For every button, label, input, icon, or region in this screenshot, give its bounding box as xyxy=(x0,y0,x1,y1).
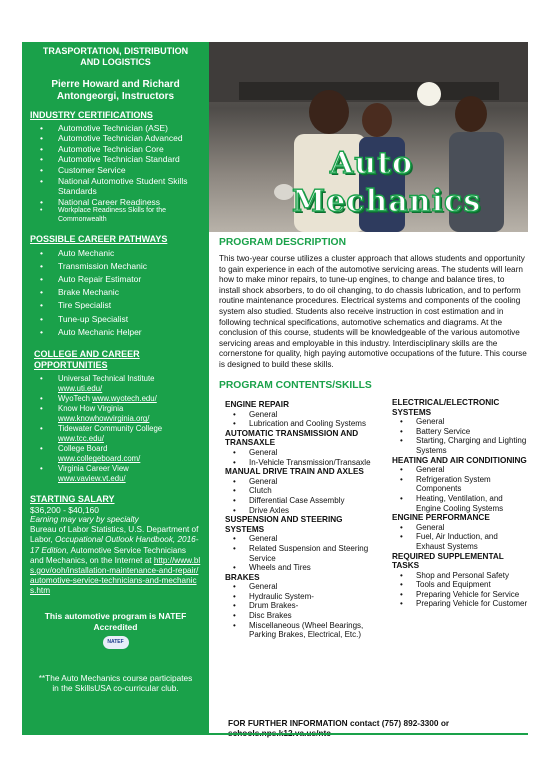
list-item: • Tire Specialist xyxy=(30,299,201,312)
list-item: • Workplace Readiness Skills for the Commonwealth xyxy=(30,207,201,224)
skills-column-right xyxy=(392,398,528,609)
list-item: • Know How Virginia www.knowhowvirginia.org/ xyxy=(30,404,201,424)
section-heading: SUSPENSION AND STEERING SYSTEMS xyxy=(225,515,343,534)
list-item: • Preparing Vehicle for Customer xyxy=(392,599,528,609)
list-item: • Automotive Technician Core xyxy=(30,144,201,155)
salary-source-link[interactable]: http://www.bls.gov/ooh/installation-maintenance-and-repair/automotive-service-technicians-and-mechanics.htm xyxy=(30,555,201,596)
list-item: • National Career Readiness xyxy=(30,197,201,208)
college-link[interactable]: www.collegeboard.com/ xyxy=(58,454,141,464)
college-link[interactable]: www.wyotech.edu/ xyxy=(92,394,157,404)
list-item: • Starting, Charging and Lighting Systems xyxy=(392,436,528,455)
student-head xyxy=(309,90,349,134)
salary-heading: STARTING SALARY xyxy=(30,494,115,505)
list-item: • Drum Brakes- xyxy=(225,601,375,611)
list-item: • Auto Repair Estimator xyxy=(30,273,201,286)
salary-source: Bureau of Labor Statistics, U.S. Department of Labor, Occupational Outlook Handbook, 2016-17 Edition, Automotive Service Technicians and Mechanics, on the Internet at http://www.bls.gov/ooh/installation-maintenance-and-repair/automotive-service-technicians-and-mechanics.htm xyxy=(30,525,201,596)
list-item: • Battery Service xyxy=(392,427,528,437)
list-item: • Lubrication and Cooling Systems xyxy=(225,419,375,429)
college-heading: COLLEGE AND CAREER OPPORTUNITIES xyxy=(34,348,140,370)
list-item: • Universal Technical Institute www.uti.edu/ xyxy=(30,374,201,394)
list-item: • Customer Service xyxy=(30,165,201,176)
section-heading: BRAKES xyxy=(225,572,260,582)
list-item: • Miscellaneous (Wheel Bearings, Parking Brakes, Electrical, Etc.) xyxy=(225,621,375,640)
list-item: • Shop and Personal Safety xyxy=(392,571,528,581)
skill-list xyxy=(392,571,528,609)
natef-accreditation: This automotive program is NATEF Accredited NATEF xyxy=(30,611,201,649)
list-item: • Related Suspension and Steering Service xyxy=(225,544,375,563)
student-head xyxy=(455,96,487,132)
skill-list xyxy=(392,465,528,513)
certifications-heading: INDUSTRY CERTIFICATIONS xyxy=(30,110,153,120)
list-item: • Refrigeration System Components xyxy=(392,475,528,494)
hero-title-mechanics: Mechanics xyxy=(292,184,482,219)
skill-list xyxy=(392,417,528,455)
careers-heading: POSSIBLE CAREER PATHWAYS xyxy=(30,233,168,244)
section-heading: MANUAL DRIVE TRAIN AND AXLES xyxy=(225,467,364,477)
list-item: • Tools and Equipment xyxy=(392,580,528,590)
work-light xyxy=(417,82,441,106)
list-item: • Auto Mechanic xyxy=(30,247,201,260)
list-item: • Wheels and Tires xyxy=(225,563,375,573)
list-item: • Disc Brakes xyxy=(225,611,375,621)
list-item: • Virginia Career View www.vaview.vt.edu/ xyxy=(30,464,201,484)
skill-list xyxy=(225,582,375,640)
certifications-list xyxy=(30,123,201,224)
list-item: • Transmission Mechanic xyxy=(30,260,201,273)
student-glove xyxy=(274,184,294,200)
list-item: • General xyxy=(225,477,375,487)
program-contents-heading: PROGRAM CONTENTS/SKILLS xyxy=(219,380,372,391)
list-item: • Tune-up Specialist xyxy=(30,313,201,326)
section-heading: ENGINE PERFORMANCE xyxy=(392,513,490,523)
student-head xyxy=(362,103,392,137)
skill-list xyxy=(225,534,375,572)
list-item: • General xyxy=(392,465,528,475)
skillsusa-note: **The Auto Mechanics course participates in the SkillsUSA co-curricular club. xyxy=(38,672,193,694)
program-cluster-title: TRASPORTATION, DISTRIBUTION AND LOGISTICS xyxy=(42,46,189,67)
list-item: • Tidewater Community College www.tcc.edu/ xyxy=(30,424,201,444)
skill-list xyxy=(392,523,528,552)
list-item: • Heating, Ventilation, and Engine Cooling Systems xyxy=(392,494,528,513)
list-item: • Auto Mechanic Helper xyxy=(30,326,201,339)
list-item: • Hydraulic System- xyxy=(225,592,375,602)
list-item: • Automotive Technician Advanced xyxy=(30,133,201,144)
list-item: • Drive Axles xyxy=(225,506,375,516)
salary-block xyxy=(30,505,201,597)
sidebar xyxy=(22,42,209,733)
college-link[interactable]: www.vaview.vt.edu/ xyxy=(58,474,126,484)
list-item: • General xyxy=(225,582,375,592)
college-link[interactable]: www.knowhowvirginia.org/ xyxy=(58,414,150,424)
list-item: • In-Vehicle Transmission/Transaxle xyxy=(225,458,375,468)
skills-column-left xyxy=(225,400,375,640)
section-heading: ELECTRICAL/ELECTRONIC SYSTEMS xyxy=(392,398,500,417)
careers-list xyxy=(30,247,201,339)
list-item: • General xyxy=(392,417,528,427)
list-item: • Automotive Technician Standard xyxy=(30,154,201,165)
list-item: • Preparing Vehicle for Service xyxy=(392,590,528,600)
instructors: Pierre Howard and Richard Antongeorgi, Instructors xyxy=(51,79,180,102)
section-heading: REQUIRED SUPPLEMENTAL TASKS xyxy=(392,551,504,571)
list-item: • Clutch xyxy=(225,486,375,496)
list-item: • General xyxy=(225,534,375,544)
list-item: • General xyxy=(392,523,528,533)
section-heading: AUTOMATIC TRANSMISSION AND TRANSAXLE xyxy=(225,428,359,448)
list-item: • Differential Case Assembly xyxy=(225,496,375,506)
list-item: • WyoTech www.wyotech.edu/ xyxy=(30,394,201,404)
list-item: • General xyxy=(225,410,375,420)
list-item: • General xyxy=(225,448,375,458)
list-item: • Automotive Technician (ASE) xyxy=(30,123,201,134)
list-item: • Fuel, Air Induction, and Exhaust Systems xyxy=(392,532,528,551)
college-list xyxy=(30,374,201,484)
section-heading: ENGINE REPAIR xyxy=(225,400,289,409)
skill-list xyxy=(225,410,375,429)
salary-note: Earning may vary by specialty xyxy=(30,514,139,524)
list-item: • Brake Mechanic xyxy=(30,286,201,299)
chassis-beam xyxy=(239,82,499,100)
college-link[interactable]: www.uti.edu/ xyxy=(58,384,103,394)
list-item: • College Board www.collegeboard.com/ xyxy=(30,444,201,464)
program-description: This two-year course utilizes a cluster approach that allows students and opportunity to gain experience in each of the automotive servicing areas. The students will learn how to make minor repairs, to tune-up engines, to change and balance tires, to install shock absorbers, to do oil changing, to do chassis lubrication, and to perform routine maintenance procedures. Electrical systems and components of the cooling system also studied. Students also receive instruction in cost estimation and in following technical specifications, automotive schematics and diagrams. At the conclusion of this course, students will be knowledgeable of the various automotive servicing areas and employable in this industry. Interdisciplinary skills are the cornerstone for quality, high paying automotive occupations of the future. This course is designed to build these skills. xyxy=(219,254,527,369)
list-item: • National Automotive Student Skills Standards xyxy=(30,176,201,197)
college-link[interactable]: www.tcc.edu/ xyxy=(58,434,104,444)
hero-title-auto: Auto xyxy=(330,146,413,181)
footer-divider xyxy=(22,733,528,735)
salary-range: $36,200 - $40,160 xyxy=(30,504,100,515)
contact-footer: FOR FURTHER INFORMATION contact (757) 892-3300 or xyxy=(228,718,450,728)
skill-list xyxy=(225,448,375,467)
skill-list xyxy=(225,477,375,515)
program-description-heading: PROGRAM DESCRIPTION xyxy=(219,237,347,248)
natef-logo: NATEF xyxy=(103,636,129,649)
section-heading: HEATING AND AIR CONDITIONING xyxy=(392,455,527,465)
